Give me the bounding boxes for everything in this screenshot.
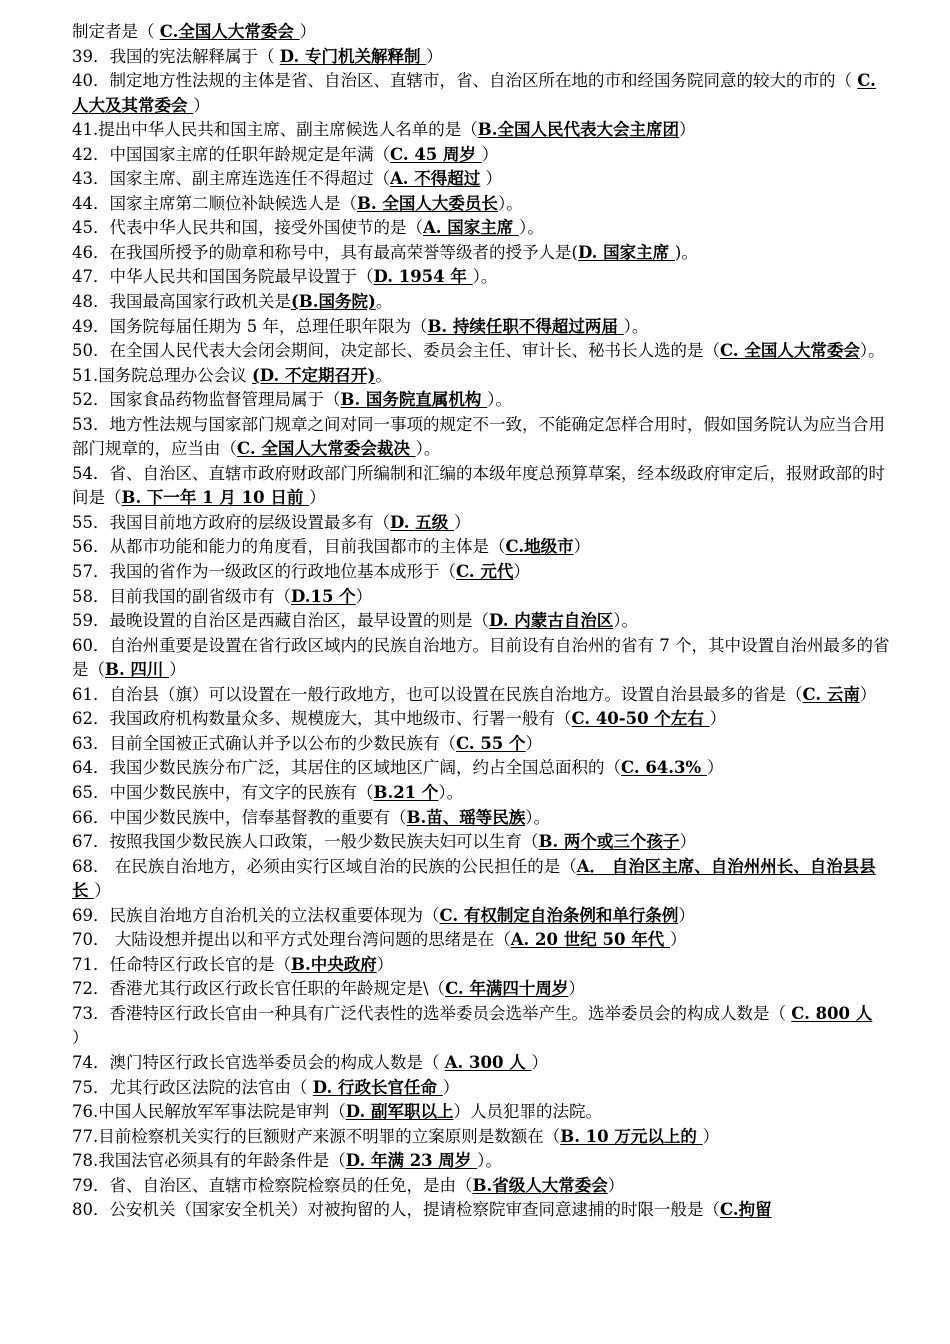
question-tail: ） [859,684,877,704]
question-item [72,1051,892,1076]
question-text: 63．目前全国被正式确认并予以公布的少数民族有（ [72,733,456,753]
question-tail: ） [72,1028,89,1048]
question-text: 49．国务院每届任期为 5 年，总理任职年限为（ [72,316,428,336]
question-text: 68． 在民族自治地方，必须由实行区域自治的民族的公民担任的是（ [72,856,577,876]
question-item [72,953,892,978]
question-tail: ）。 [477,1151,502,1171]
question-item [72,855,892,904]
question-text: 66．中国少数民族中，信奉基督教的重要有（ [72,807,407,827]
question-item [72,781,892,806]
question-tail: ） [376,954,394,974]
question-item [72,1125,892,1150]
question-text: 78.我国法官必须具有的年龄条件是（ [72,1151,346,1171]
question-item [72,1002,892,1051]
question-item [72,560,892,585]
question-text: 43．国家主席、副主席连选连任不得超过（ [72,169,390,189]
question-item [72,364,892,389]
question-tail: ）。 [519,218,544,238]
answer-text: A. 20 世纪 50 年代 [510,930,670,950]
question-text: 74．澳门特区行政长官选举委员会的构成人数是（ [72,1052,445,1072]
answer-text: D. 专门机关解释制 [279,46,427,66]
question-tail: ）。 [525,807,550,827]
question-text: 56．从都市功能和能力的角度看，目前我国都市的主体是（ [72,537,506,557]
question-text: 制定者是（ [72,22,160,41]
question-tail: ）。 [487,390,512,410]
answer-text: D. 五级 [390,512,454,532]
question-item [72,413,892,462]
question-tail: ） [679,832,696,852]
question-text: 64．我国少数民族分布广泛，其居住的区域地区广阔，约占全国总面积的（ [72,758,621,778]
question-item [72,192,892,217]
question-item [72,683,892,708]
answer-text: D. 行政长官任命 [312,1077,443,1097]
answer-text: C. 55 个 [456,733,526,753]
answer-text: A. 不得超过 [390,169,481,189]
answer-text: B.苗、瑶等民族 [406,807,526,827]
question-text: 60．自治州重要是设置在省行政区域内的民族自治地方。目前设有自治州的省有 7 个，其中设置自治州最多的省是（ [72,635,890,680]
question-tail: ） [481,144,499,164]
question-item [72,1149,892,1174]
answer-text: C. 元代 [456,562,514,582]
question-text: 77.目前检察机关实行的巨额财产来源不明罪的立案原则是数额在（ [72,1126,561,1146]
question-tail: )。 [674,242,698,262]
question-item [72,118,892,143]
answer-text: B. 下一年 1 月 10 日前 [121,488,310,508]
answer-text: C. 40-50 个左右 [571,709,710,729]
question-tail: ） [193,95,210,115]
answer-text: B. 国务院直属机构 [340,390,488,410]
question-text: 80．公安机关（国家安全机关）对被拘留的人，提请检察院审查同意逮捕的时限一般是（ [72,1200,720,1220]
answer-text: C. 64.3% [621,758,707,778]
question-item [72,732,892,757]
answer-text: C.拘留 [720,1200,772,1220]
question-item [72,830,892,855]
question-tail: ） [573,537,591,557]
question-text: 79．省、自治区、直辖市检察院检察员的任免，是由（ [72,1175,473,1195]
answer-text: D. 内蒙古自治区 [489,611,614,631]
question-item [72,634,892,683]
question-item [72,1100,892,1125]
answer-text: B.中央政府 [291,954,377,974]
question-tail: ） [480,169,503,189]
answer-text: C. 45 周岁 [390,144,482,164]
answer-text: A． 自治区主席、自治州州长、自治县县长 [72,856,876,901]
question-text: 75．尤其行政区法院的法官由（ [72,1077,313,1097]
question-text: 62．我国政府机构数量众多、规模庞大，其中地级市、行署一般有（ [72,709,572,729]
answer-text: D.15 个 [291,586,356,606]
question-tail: ） [678,120,696,140]
question-item [72,315,892,340]
answer-text: B. 持续任职不得超过两届 [427,316,624,336]
answer-text: B.省级人大常委会 [472,1175,608,1195]
question-text: 46．在我国所授予的勋章和称号中，具有最高荣誉等级者的授予人是( [72,242,578,262]
question-tail: ）。 [438,782,464,802]
answer-text: C. 年满四十周岁 [445,979,569,999]
answer-text: (B.国务院) [291,292,376,312]
answer-text: D. 年满 23 周岁 [345,1151,478,1171]
question-item [72,388,892,413]
answer-text: C. 全国人大常委会裁决 [237,439,416,459]
question-tail: ）。 [613,611,638,631]
answer-text: C. 云南 [802,684,860,704]
question-item [72,977,892,1002]
question-tail: ） [169,660,186,680]
question-text: 50．在全国人民代表大会闭会期间，决定部长、委员会主任、审计长、秘书长人选的是（ [72,341,720,361]
question-text: 57．我国的省作为一级政区的行政地位基本成形于（ [72,562,456,582]
question-tail: ） [355,586,373,606]
question-text: 67．按照我国少数民族人口政策，一般少数民族夫妇可以生育（ [72,832,539,852]
question-item [72,339,892,364]
question-item [72,1076,892,1101]
question-tail: ）。 [623,316,649,336]
question-tail: ） [309,488,326,508]
question-item [72,167,892,192]
question-text: 70． 大陆设想并提出以和平方式处理台湾问题的思绪是在（ [72,930,511,950]
question-item [72,69,892,118]
question-tail: ） [525,733,543,753]
question-text: 47．中华人民共和国国务院最早设置于（ [72,267,374,287]
question-text: 65．中国少数民族中，有文字的民族有（ [72,782,374,802]
question-list [72,20,892,1223]
question-tail: ） [531,1052,548,1072]
answer-text: C. 800 人 [791,1003,873,1023]
answer-text: C. 有权制定自治条例和单行条例 [439,905,679,925]
question-text: 40．制定地方性法规的主体是省、自治区、直辖市，省、自治区所在地的市和经国务院同意的较大的市的（ [72,71,858,91]
question-item [72,806,892,831]
question-item [72,1174,892,1199]
question-text: 51.国务院总理办公会议 [72,365,252,385]
question-text: 58．目前我国的副省级市有（ [72,586,291,606]
question-tail: ） [513,562,530,582]
question-text: 73．香港特区行政长官由一种具有广泛代表性的选举委员会选举产生。选举委员会的构成人数是（ [72,1003,792,1023]
question-text: 48．我国最高国家行政机关是 [72,292,291,312]
answer-text: A. 300 人 [444,1052,532,1072]
question-tail: ）。 [415,439,441,459]
question-tail: ）。 [472,267,498,287]
question-item [72,511,892,536]
answer-text: A. 国家主席 [423,218,520,238]
question-tail: ） [678,905,695,925]
question-tail: 。 [375,365,392,385]
question-item [72,585,892,610]
answer-text: (D. 不定期召开) [252,365,376,385]
question-tail: ） [442,1077,460,1097]
question-tail: ）。 [497,193,523,213]
answer-text: B.全国人民代表大会主席团 [477,120,679,140]
question-item [72,756,892,781]
question-item [72,928,892,953]
question-item [72,1198,892,1223]
question-text: 71．任命特区行政长官的是（ [72,954,291,974]
question-tail: ） [568,979,585,999]
answer-text: D. 国家主席 [577,242,675,262]
question-text: 42．中国国家主席的任职年龄规定是年满（ [72,144,390,164]
question-text: 61．自治县（旗）可以设置在一般行政地方，也可以设置在民族自治地方。设置自治县最多的省是（ [72,684,803,704]
answer-text: D. 副军职以上 [345,1102,454,1122]
answer-text: B. 两个或三个孩子 [538,832,680,852]
question-text: 44．国家主席第二顺位补缺候选人是（ [72,193,357,213]
question-item [72,462,892,511]
question-text: 76.中国人民解放军军事法院是审判（ [72,1102,346,1122]
question-text: 59．最晚设置的自治区是西藏自治区，最早设置的则是（ [72,611,489,631]
question-item [72,535,892,560]
question-tail: ） [669,930,687,950]
question-text: 41.提出中华人民共和国主席、副主席候选人名单的是（ [72,120,478,140]
question-item [72,904,892,929]
question-text: 72．香港尤其行政区行政长官任职的年龄规定是\（ [72,979,446,999]
question-tail: 。 [375,292,393,312]
question-item [72,45,892,70]
answer-text: B. 四川 [105,660,170,680]
question-tail: ） [607,1175,625,1195]
question-item [72,20,892,45]
question-text: 54．省、自治区、直辖市政府财政部门所编制和汇编的本级年度总预算草案，经本级政府审定后，报财政部的时间是（ [72,463,885,508]
question-item [72,707,892,732]
question-text: 39．我国的宪法解释属于（ [72,46,280,66]
question-item [72,265,892,290]
answer-text: C.地级市 [505,537,574,557]
question-tail: ） [426,46,443,66]
question-tail: ）。 [859,341,885,361]
question-tail: ） [299,22,317,41]
question-tail: ） [94,881,111,901]
question-text: 45．代表中华人民共和国，接受外国使节的是（ [72,218,423,238]
answer-text: B. 全国人大委员长 [357,193,498,213]
answer-text: C.人大及其常委会 [72,71,876,115]
answer-text: B.21 个 [373,782,439,802]
question-tail: ）人员犯罪的法院。 [453,1102,602,1122]
answer-text: C.全国人大常委会 [159,22,300,41]
question-tail: ） [709,709,727,729]
question-item [72,241,892,266]
answer-text: D. 1954 年 [373,267,473,287]
question-text: 55．我国目前地方政府的层级设置最多有（ [72,512,390,532]
question-tail: ） [453,512,471,532]
question-item [72,290,892,315]
question-item [72,216,892,241]
question-tail: ） [706,758,724,778]
question-tail: ） [702,1126,720,1146]
question-text: 69．民族自治地方自治机关的立法权重要体现为（ [72,905,440,925]
answer-text: C. 全国人大常委会 [720,341,860,361]
question-text: 53．地方性法规与国家部门规章之间对同一事项的规定不一致，不能确定怎样合用时，假如国务院认为应当合用部门规章的，应当由（ [72,414,885,459]
question-item [72,609,892,634]
question-text: 52．国家食品药物监督管理局属于（ [72,390,341,410]
answer-text: B. 10 万元以上的 [560,1126,703,1146]
question-item [72,143,892,168]
